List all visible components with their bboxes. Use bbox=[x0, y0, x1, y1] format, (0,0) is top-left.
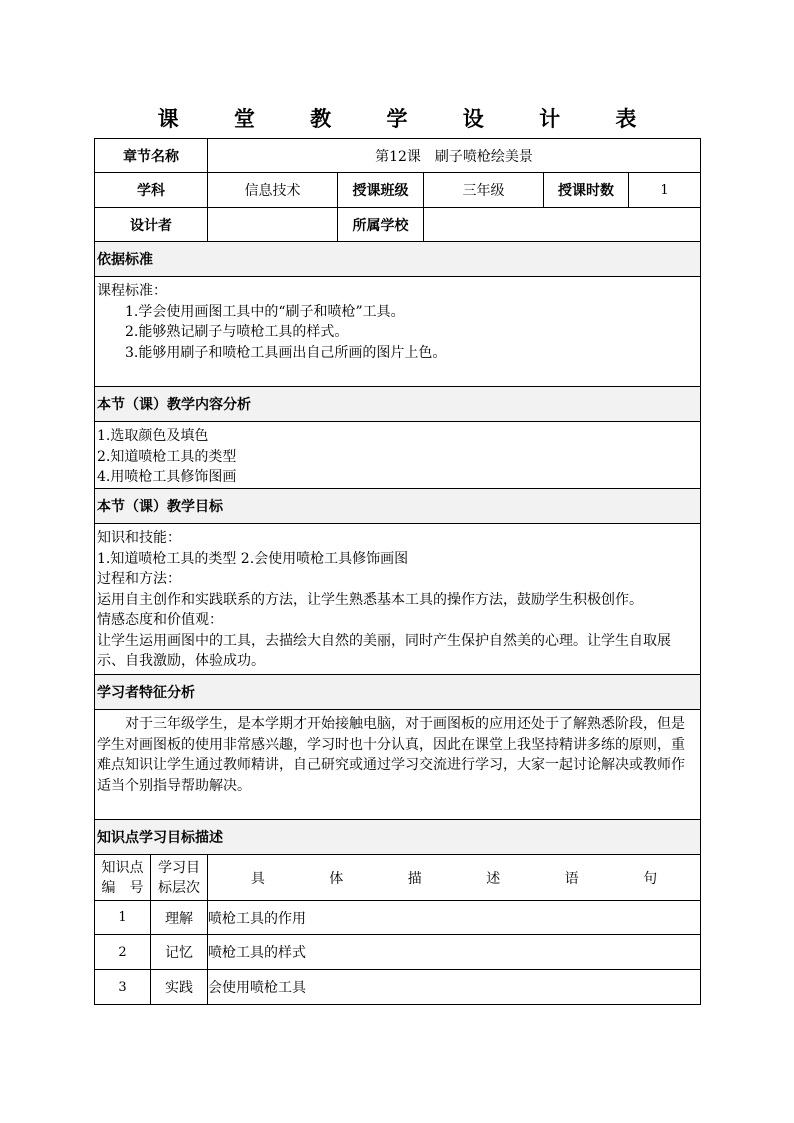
objective-line: 知识和技能： bbox=[97, 530, 181, 546]
knowledge-desc: 喷枪工具的样式 bbox=[208, 935, 701, 970]
objective-line: 情感态度和价值观： bbox=[97, 612, 223, 628]
table-row bbox=[95, 970, 701, 1005]
content-item: 4.用喷枪工具修饰图画 bbox=[97, 469, 237, 485]
school-label: 所属学校 bbox=[338, 208, 424, 242]
content-body-row bbox=[95, 422, 701, 489]
chapter-label: 章节名称 bbox=[95, 139, 208, 173]
lesson-design-table bbox=[94, 138, 701, 1005]
designer-row bbox=[95, 208, 701, 242]
col-number-line2: 编 号 bbox=[101, 879, 144, 896]
standards-item: 1.学会使用画图工具中的“刷子和喷枪”工具。 bbox=[125, 303, 405, 320]
objective-line: 1.知道喷枪工具的类型 2.会使用喷枪工具修饰画图 bbox=[97, 550, 409, 567]
knowledge-heading-row bbox=[95, 820, 701, 855]
class-label: 授课班级 bbox=[338, 173, 424, 208]
content-analysis-body bbox=[95, 422, 701, 489]
objective-line: 让学生运用画图中的工具，去描绘大自然的美丽，同时产生保护自然美的心理。让学生自取展示、自我激励，体验成功。 bbox=[97, 632, 671, 669]
objectives-heading: 本节（课）教学目标 bbox=[95, 489, 701, 524]
objective-line: 过程和方法： bbox=[97, 571, 181, 587]
standards-body bbox=[95, 277, 701, 387]
knowledge-desc: 会使用喷枪工具 bbox=[208, 970, 701, 1005]
subject-label: 学科 bbox=[95, 173, 208, 208]
knowledge-col-level bbox=[151, 855, 208, 901]
col-level-line1: 学习目 bbox=[158, 859, 200, 876]
objective-line: 运用自主创作和实践联系的方法，让学生熟悉基本工具的操作方法，鼓励学生积极创作。 bbox=[97, 591, 643, 608]
page-title: 课 堂 教 学 设 计 表 bbox=[157, 106, 661, 131]
class-value: 三年级 bbox=[424, 173, 544, 208]
hours-value: 1 bbox=[629, 173, 701, 208]
knowledge-number: 3 bbox=[95, 970, 151, 1005]
learners-text: 对于三年级学生，是本学期才开始接触电脑，对于画图板的应用还处于了解熟悉阶段，但是学生对画图板的使用非常感兴趣，学习时也十分认真，因此在课堂上我坚持精讲多练的原则，重难点知识让学生通过教师精讲，自己研究或通过学习交流进行学习，大家一起讨论解决或教师作适当个别指导帮助解决。 bbox=[97, 716, 685, 794]
knowledge-col-header-row bbox=[95, 855, 701, 901]
designer-label: 设计者 bbox=[95, 208, 208, 242]
content-item: 1.选取颜色及填色 bbox=[97, 428, 209, 444]
knowledge-heading: 知识点学习目标描述 bbox=[95, 820, 701, 855]
content-heading-row bbox=[95, 387, 701, 422]
knowledge-desc: 喷枪工具的作用 bbox=[208, 901, 701, 935]
table-row bbox=[95, 935, 701, 970]
standards-item: 3.能够用刷子和喷枪工具画出自己所画的图片上色。 bbox=[125, 344, 447, 361]
standards-item: 2.能够熟记刷子与喷枪工具的样式。 bbox=[125, 324, 349, 340]
knowledge-number: 2 bbox=[95, 935, 151, 970]
standards-intro: 课程标准： bbox=[97, 283, 167, 299]
objectives-heading-row bbox=[95, 489, 701, 524]
knowledge-level: 记忆 bbox=[151, 935, 208, 970]
table-row bbox=[95, 901, 701, 935]
standards-heading-row bbox=[95, 242, 701, 277]
standards-body-row bbox=[95, 277, 701, 387]
standards-heading: 依据标准 bbox=[95, 242, 701, 277]
content-analysis-heading: 本节（课）教学内容分析 bbox=[95, 387, 701, 422]
objectives-body bbox=[95, 524, 701, 675]
school-value bbox=[424, 208, 701, 242]
objectives-body-row bbox=[95, 524, 701, 675]
chapter-value: 第12课 刷子喷枪绘美景 bbox=[208, 139, 701, 173]
subject-row bbox=[95, 173, 701, 208]
knowledge-number: 1 bbox=[95, 901, 151, 935]
designer-value bbox=[208, 208, 338, 242]
learners-heading-row bbox=[95, 675, 701, 710]
chapter-row bbox=[95, 139, 701, 173]
knowledge-level: 实践 bbox=[151, 970, 208, 1005]
subject-value: 信息技术 bbox=[208, 173, 338, 208]
content-item: 2.知道喷枪工具的类型 bbox=[97, 448, 237, 465]
hours-label: 授课时数 bbox=[544, 173, 629, 208]
learners-heading: 学习者特征分析 bbox=[95, 675, 701, 710]
learners-body-row bbox=[95, 710, 701, 820]
col-number-line1: 知识点 bbox=[101, 859, 144, 876]
knowledge-col-description: 具 体 描 述 语 句 bbox=[208, 855, 701, 901]
learners-body-cell bbox=[95, 710, 701, 820]
col-level-line2: 标层次 bbox=[158, 879, 200, 896]
knowledge-level: 理解 bbox=[151, 901, 208, 935]
knowledge-col-number bbox=[95, 855, 151, 901]
